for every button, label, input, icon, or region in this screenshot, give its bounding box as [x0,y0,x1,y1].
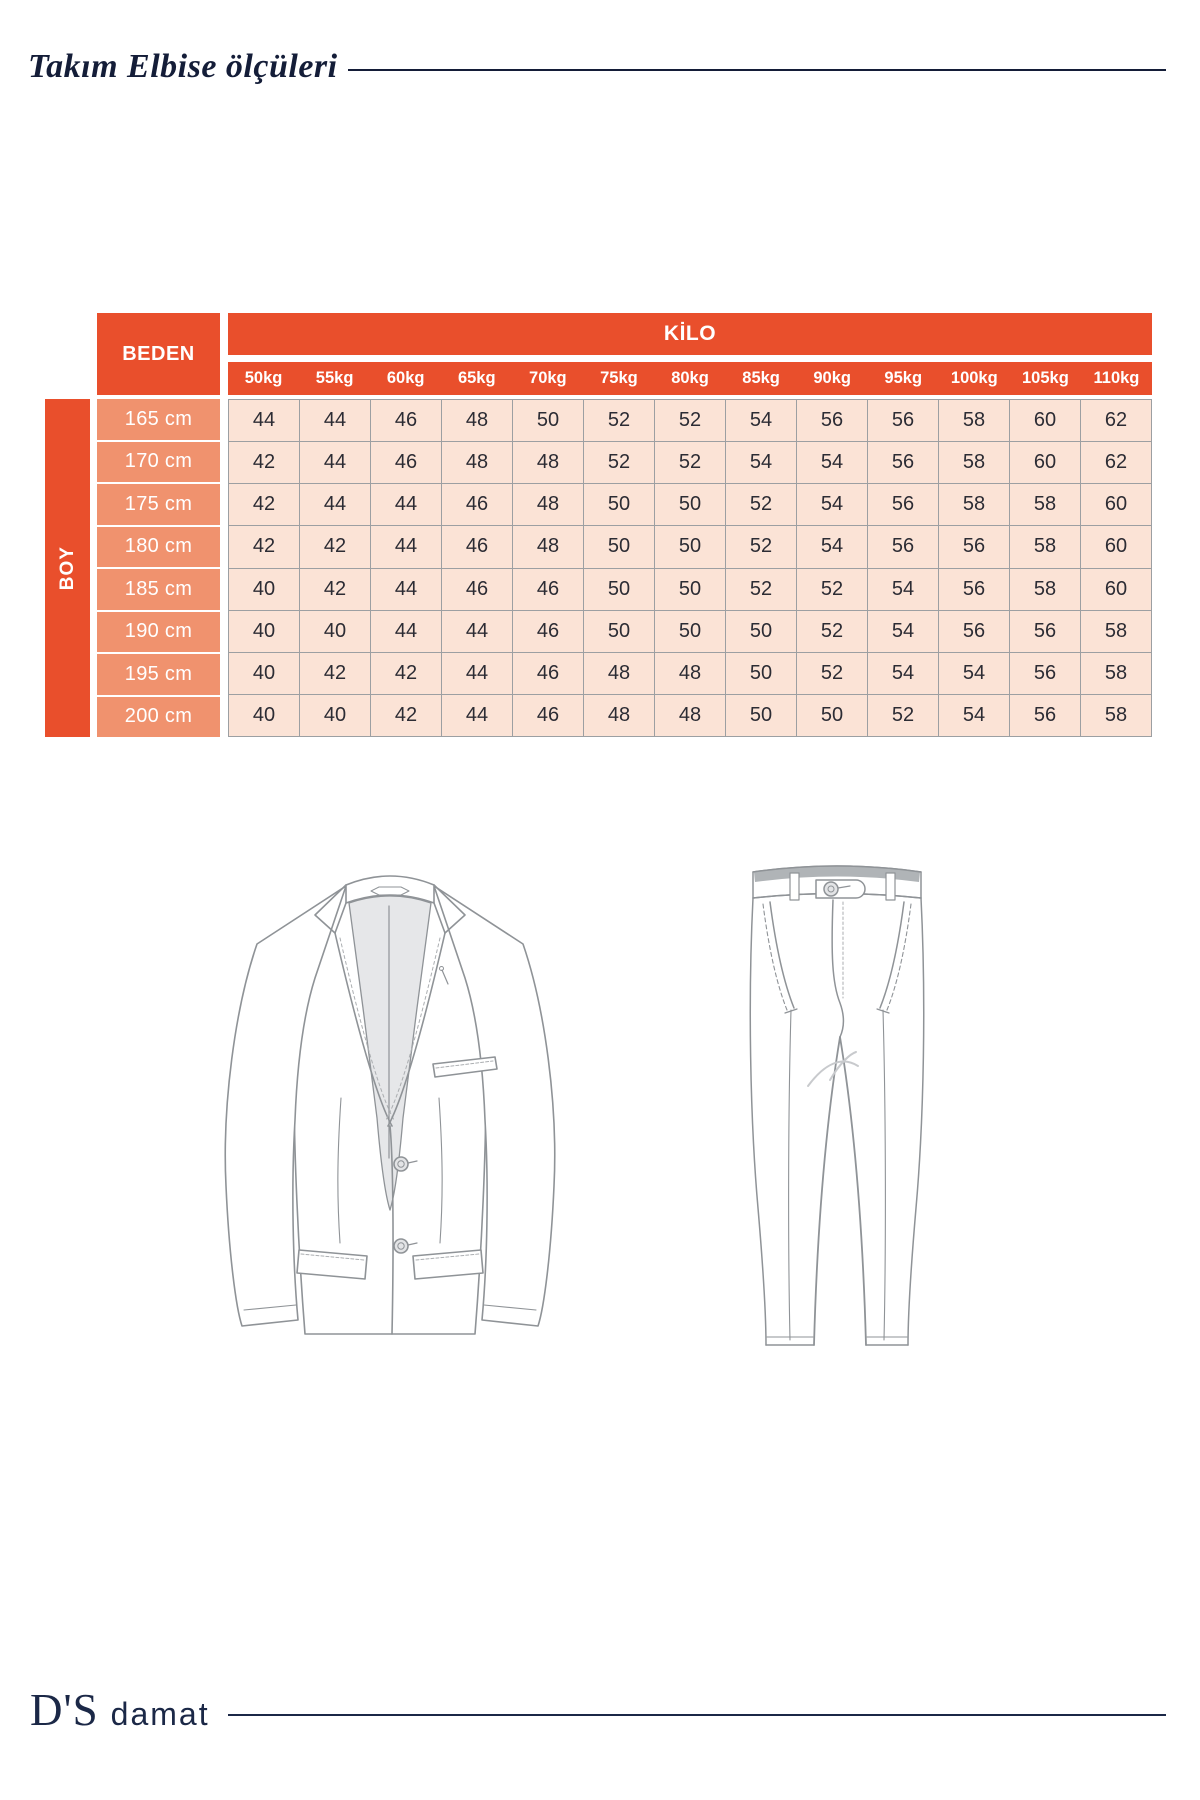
size-cell: 52 [797,611,867,652]
size-cell: 40 [300,611,370,652]
height-label-cell: 180 cm [97,527,220,568]
size-cell: 60 [1081,484,1151,525]
weight-header-cell: 80kg [671,369,709,387]
size-cell: 44 [371,611,441,652]
size-cell: 56 [868,526,938,567]
weight-header-cell: 105kg [1021,369,1069,387]
size-cell: 52 [655,400,725,441]
size-cell: 50 [726,695,796,736]
size-cell: 46 [442,484,512,525]
size-cell: 48 [442,400,512,441]
height-label-column [97,399,220,737]
size-cell: 60 [1010,442,1080,483]
size-cell: 46 [371,442,441,483]
brand-logo-damat: damat [110,1696,210,1732]
footer-underline [228,1714,1166,1716]
size-cell: 60 [1081,569,1151,610]
page-header [28,48,1166,86]
weight-header-cell: 75kg [600,369,638,387]
suit-jacket-illustration [195,858,585,1348]
size-cell: 58 [1081,653,1151,694]
size-cell: 50 [655,611,725,652]
size-cell: 48 [513,442,583,483]
size-cell: 50 [655,569,725,610]
size-cell: 60 [1010,400,1080,441]
size-cell: 40 [229,695,299,736]
height-label-cell: 170 cm [97,442,220,483]
height-label-cell: 190 cm [97,612,220,653]
size-cell: 58 [939,442,1009,483]
size-cell: 50 [584,569,654,610]
weight-header-cell: 50kg [244,369,283,387]
size-cell: 58 [1081,695,1151,736]
size-cell: 54 [797,484,867,525]
trousers-illustration [690,858,950,1358]
size-cell: 54 [797,442,867,483]
size-cell: 56 [868,400,938,441]
right-crease [883,1010,885,1340]
size-cell: 50 [584,611,654,652]
size-cell: 42 [229,484,299,525]
size-cell: 42 [300,653,370,694]
size-cell: 44 [442,695,512,736]
size-cell: 56 [868,442,938,483]
size-cell: 40 [229,611,299,652]
jacket-right-flap-pocket [413,1250,483,1279]
height-label-cell: 175 cm [97,484,220,525]
size-cell: 52 [797,653,867,694]
size-cell: 46 [371,400,441,441]
size-cell: 42 [371,653,441,694]
height-axis-label [45,399,90,737]
size-cell: 56 [939,526,1009,567]
size-cell: 46 [442,569,512,610]
brand-footer [30,1685,1166,1735]
size-cell: 48 [513,526,583,567]
trousers-left-pocket [763,902,797,1013]
weight-header-cell: 85kg [742,369,780,387]
size-cell: 54 [726,400,796,441]
size-cell: 42 [371,695,441,736]
size-cell: 52 [868,695,938,736]
belt-loop-right [886,873,895,900]
brand-logo-ds: D'S [30,1685,99,1735]
size-cell: 62 [1081,400,1151,441]
size-cell: 50 [655,526,725,567]
size-cell: 46 [513,695,583,736]
weight-header-cell: 60kg [386,369,425,387]
size-cell: 50 [655,484,725,525]
size-cell: 58 [939,400,1009,441]
size-cell: 44 [300,442,370,483]
size-cell: 46 [442,526,512,567]
size-cell: 44 [442,653,512,694]
height-label-cell: 195 cm [97,654,220,695]
size-cell: 50 [797,695,867,736]
size-cell: 54 [868,611,938,652]
size-cell: 44 [442,611,512,652]
size-cell: 48 [442,442,512,483]
size-cell: 58 [1010,569,1080,610]
size-cell: 44 [229,400,299,441]
size-cell: 50 [726,611,796,652]
size-cell: 58 [1081,611,1151,652]
size-cell: 42 [229,526,299,567]
size-cell: 48 [655,653,725,694]
trousers-fly [832,900,843,1037]
size-cell: 54 [868,569,938,610]
weight-header-cell: 65kg [457,369,496,387]
size-cell: 56 [1010,611,1080,652]
size-grid [228,399,1152,737]
size-cell: 54 [868,653,938,694]
size-cell: 54 [797,526,867,567]
size-cell: 48 [584,653,654,694]
size-cell: 54 [939,695,1009,736]
size-cell: 62 [1081,442,1151,483]
size-cell: 52 [584,400,654,441]
trousers-right-pocket [877,902,911,1013]
size-cell: 56 [1010,695,1080,736]
size-cell: 44 [300,400,370,441]
size-cell: 52 [726,569,796,610]
size-cell: 50 [513,400,583,441]
size-cell: 48 [584,695,654,736]
weight-header-cell: 95kg [884,369,923,387]
title-underline [348,69,1166,71]
size-cell: 58 [1010,526,1080,567]
size-cell: 42 [300,569,370,610]
size-cell: 50 [726,653,796,694]
weight-header-row [228,362,1152,395]
weight-header-cell: 100kg [950,369,998,387]
size-cell: 46 [513,653,583,694]
size-cell: 52 [726,526,796,567]
size-cell: 48 [513,484,583,525]
size-corner-header: BEDEN [97,313,220,395]
size-cell: 56 [1010,653,1080,694]
weight-axis-header: KİLO [228,313,1152,355]
size-cell: 44 [371,526,441,567]
height-label-cell: 200 cm [97,697,220,738]
page-title: Takım Elbise ölçüleri [28,48,338,85]
size-cell: 42 [229,442,299,483]
size-cell: 44 [300,484,370,525]
size-cell: 52 [655,442,725,483]
belt-loop-left [790,873,799,900]
size-cell: 56 [797,400,867,441]
waist-button [824,882,838,896]
size-cell: 54 [726,442,796,483]
size-cell: 56 [868,484,938,525]
size-cell: 56 [939,569,1009,610]
weight-header-cell: 90kg [813,369,851,387]
trousers-waistband [753,866,921,900]
weight-header-cell: 70kg [529,369,567,387]
jacket-left-flap-pocket [297,1250,367,1279]
size-cell: 46 [513,569,583,610]
size-cell: 58 [939,484,1009,525]
size-cell: 52 [797,569,867,610]
size-cell: 52 [584,442,654,483]
trousers-legs [750,898,923,1345]
size-chart [45,313,1152,737]
left-crease [789,1010,791,1340]
size-cell: 40 [300,695,370,736]
weight-header-cell: 110kg [1093,369,1140,387]
size-cell: 60 [1081,526,1151,567]
size-cell: 40 [229,653,299,694]
size-cell: 58 [1010,484,1080,525]
size-cell: 50 [584,484,654,525]
size-cell: 40 [229,569,299,610]
size-cell: 42 [300,526,370,567]
size-cell: 50 [584,526,654,567]
size-cell: 44 [371,569,441,610]
size-cell: 54 [939,653,1009,694]
weight-header-cell: 55kg [315,369,354,387]
size-cell: 52 [726,484,796,525]
size-cell: 48 [655,695,725,736]
height-axis-text: BOY [56,545,78,591]
height-label-cell: 185 cm [97,569,220,610]
size-cell: 44 [371,484,441,525]
size-cell: 56 [939,611,1009,652]
size-cell: 46 [513,611,583,652]
height-label-cell: 165 cm [97,399,220,440]
